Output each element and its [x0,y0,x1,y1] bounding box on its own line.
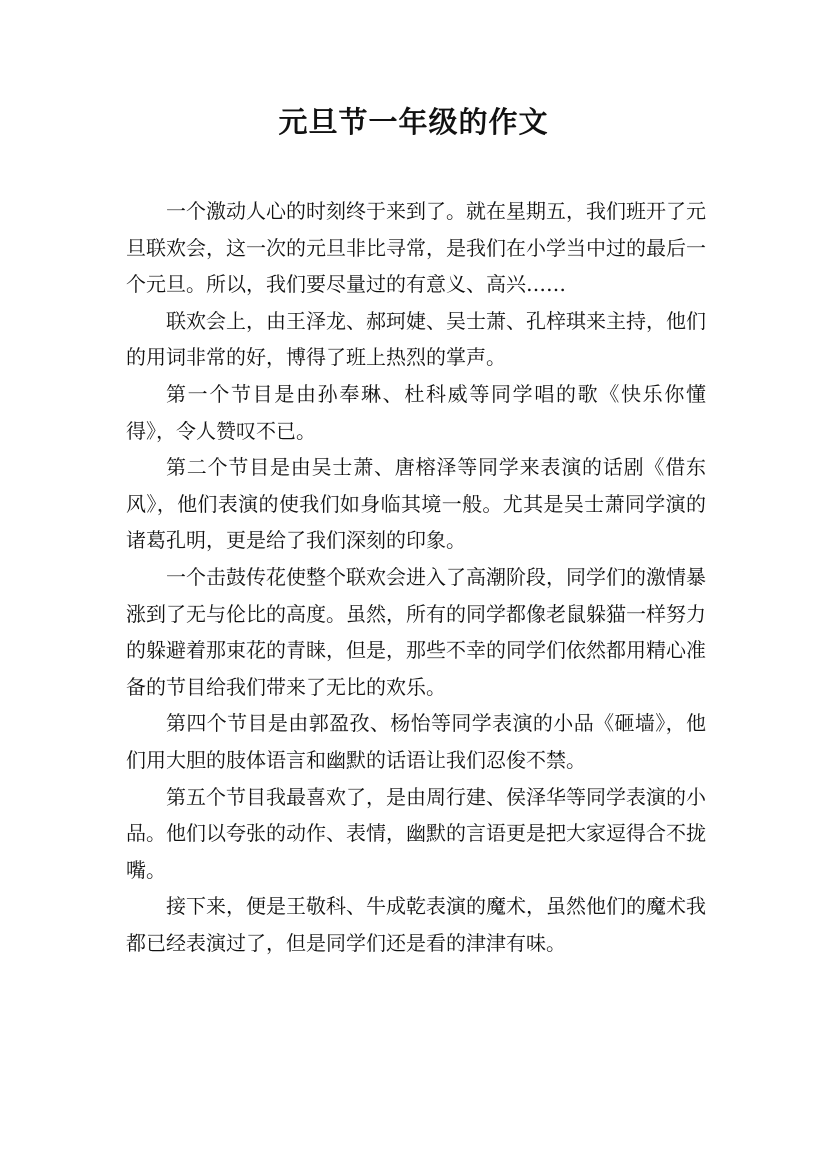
paragraph: 一个击鼓传花使整个联欢会进入了高潮阶段，同学们的激情暴涨到了无与伦比的高度。虽然，所有的同学都像老鼠躲猫一样努力的躲避着那束花的青睐，但是，那些不幸的同学们依然都用精心准备的节目给我们带来了无比的欢乐。 [126,564,706,699]
paragraph: 第五个节目我最喜欢了，是由周行建、侯泽华等同学表演的小品。他们以夸张的动作、表情，幽默的言语更是把大家逗得合不拢嘴。 [126,784,706,882]
paragraph: 一个激动人心的时刻终于来到了。就在星期五，我们班开了元旦联欢会，这一次的元旦非比寻常，是我们在小学当中过的最后一个元旦。所以，我们要尽量过的有意义、高兴…… [126,199,706,297]
paragraph: 第一个节目是由孙奉琳、杜科威等同学唱的歌《快乐你懂得》，令人赞叹不已。 [126,381,706,443]
document-body [126,193,706,961]
paragraph: 接下来，便是王敬科、牛成乾表演的魔术，虽然他们的魔术我都已经表演过了，但是同学们还是看的津津有味。 [126,894,706,955]
paragraph: 第四个节目是由郭盈孜、杨怡等同学表演的小品《砸墙》，他们用大胆的肢体语言和幽默的话语让我们忍俊不禁。 [126,711,706,772]
document-title: 元旦节一年级的作文 [278,105,549,139]
paragraph: 第二个节目是由吴士萧、唐榕泽等同学来表演的话剧《借东风》，他们表演的使我们如身临其境一般。尤其是吴士萧同学演的诸葛孔明，更是给了我们深刻的印象。 [126,455,706,553]
paragraph: 联欢会上，由王泽龙、郝珂婕、吴士萧、孔梓琪来主持，他们的用词非常的好，博得了班上热烈的掌声。 [126,308,706,370]
